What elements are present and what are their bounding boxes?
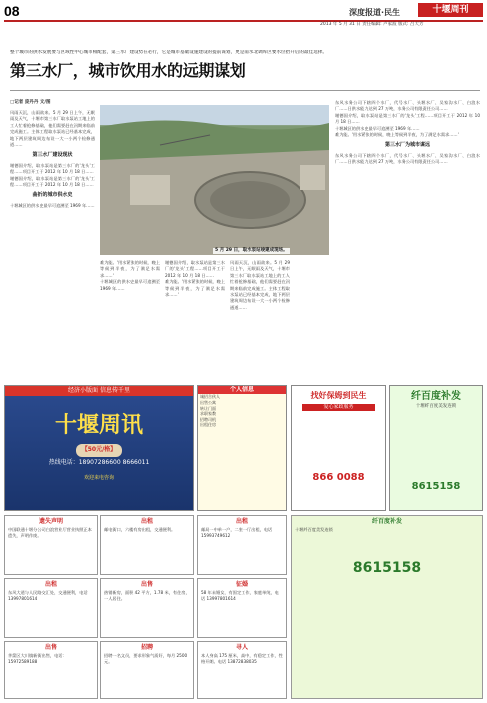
col-right-paragraph-4: 难为能。'用水紧张的时候，晚上等候到半夜，为了满足水需求……'	[335, 132, 459, 138]
classified-cell[interactable]	[100, 515, 194, 575]
classified-cell[interactable]	[4, 578, 98, 638]
cell-body: 本人身高 175 厘米，高中，有稳定工作，性格开朗。电话 13872838035	[201, 653, 283, 665]
col-right-paragraph-2: 谢德国介绍，取水泵站是第三水厂的'龙头'工程……项目开工于 2012 年 10 月 18 日……	[335, 112, 480, 125]
cell-body: 邮电街口，六楼有房出租，交通便利。	[104, 527, 176, 533]
classified-cell[interactable]	[197, 641, 287, 699]
section-name: 深度报道·民生	[349, 8, 401, 17]
column-right	[335, 100, 480, 380]
promo-box[interactable]	[291, 515, 483, 699]
cell-body: 招聘一名文员，要求形象气质好，每月 2500 元。	[104, 653, 188, 665]
col1-paragraph-1: 风雨天沉，山雨欲来。5 月 29 日上午，无眠雨及天气，十堰市第三水厂取水泵站工地上的工人忙着抢修基础，他们需要赶在汛期来临前完成施工。主体工程取水泵站已经基本完成，地下两层建筑周边布设一大一小两个检修通道……	[10, 110, 95, 148]
classified-cell[interactable]	[197, 578, 287, 638]
classified-cell[interactable]	[4, 641, 98, 699]
promo-body: 十堰纤百度美发连锁	[295, 527, 333, 533]
cell-title: 出售	[140, 581, 153, 588]
col-mid-3-paragraph: 风雨天沉，山雨欲来。5 月 29 日上午，无眠雨及天气，十堰市第三水厂取水泵站工地上的工人忙着抢修基础，他们需要赶在汛期来临前完成施工。主体工程取水泵站已经基本完成，地下两层建筑周边布设一大一小两个检修通道……	[230, 260, 290, 310]
byline: □记者 庞丹丹 文/图	[10, 100, 51, 105]
nanny-ad-phone: 866 0088	[312, 472, 365, 484]
col-right-paragraph-5: 东风水务公司下辖四个水厂，代号水厂、头堰水厂、吴家沟水厂、白浪水厂……日供水能力达到 27 万吨，水务公司有限责任公司……	[335, 152, 480, 165]
cell-title: 出租	[140, 518, 153, 525]
subhead-future: 第三水厂为城市谋远	[384, 142, 430, 149]
col-mid-1-paragraph-b: 十堰城区的供水史最早可追溯至 1969 年……	[100, 279, 160, 291]
col-mid-1-paragraph: 难为能。'用水紧张的时候，晚上等候到半夜，为了满足水需求……'	[100, 260, 160, 278]
photo-caption: 5 月 29 日，取水泵站竣建成现场。	[215, 248, 288, 253]
col1-paragraph-2b: 谢德国介绍，取水泵站是第三水厂的'龙头'工程……项目开工于 2012 年 10 月 18 日……	[10, 175, 95, 188]
cell-title: 寻人	[235, 644, 248, 651]
column-mid-1	[100, 260, 160, 380]
ads-section	[4, 385, 483, 701]
promo-title: 纤百度补发	[371, 518, 402, 525]
col-right-paragraph-1: 东风水务公司下辖四个水厂，代号水厂、头堰水厂、吴家沟水厂、白浪水厂……日供水能力达到 27 万吨，水务公司有限责任公司……	[335, 100, 480, 112]
cell-title: 征婚	[235, 581, 248, 588]
classified-cell[interactable]	[100, 641, 194, 699]
page-number: 08	[4, 3, 20, 19]
banner-title: 十堰周讯	[54, 412, 143, 439]
column-mid-2	[165, 260, 225, 380]
banner-top-line: 经济小版面 信息传千里	[5, 386, 193, 396]
classified-line: 招聘司机	[200, 416, 216, 422]
article-deck: 整个城市的供水发展要与区域性中心城市相配套，第三水厂建设势在必行，它是城市基础设施建设的提前谋划，更是南水北调库区要水位抬升后的最佳选择。	[10, 50, 327, 55]
construction-photo-illustration	[100, 105, 329, 255]
nanny-service-ad[interactable]	[291, 385, 386, 511]
classified-cell[interactable]	[4, 515, 98, 575]
hair-salon-ad[interactable]	[389, 385, 483, 511]
personal-info-ad[interactable]	[197, 385, 287, 511]
subhead-history: 曲折的城市供水史	[32, 192, 73, 199]
cell-body: 茅箭区大川镇新街出售，电话：15972589188	[8, 653, 67, 665]
column-mid-3	[230, 260, 290, 380]
banner-hint: 欢迎来电咨询	[83, 474, 114, 481]
cell-title: 出租	[235, 518, 248, 525]
classified-line: 诚招合伙人	[200, 394, 220, 400]
cell-title: 遗失声明	[38, 518, 63, 525]
weekly-news-banner[interactable]	[4, 385, 194, 511]
cell-body: 邮局一中单一户，二室一厅出租，电话 15993749612	[201, 527, 273, 539]
cell-body: 热销新房，面积 42 平方，1.78 米，有住房，一人居住。	[104, 590, 190, 602]
column-left	[10, 110, 95, 380]
classified-line: 出售公寓	[200, 399, 216, 405]
hair-ad-subtitle: 十堰纤百度美发连锁	[415, 404, 457, 409]
cell-body: 58 年未婚女，有固定工作，家庭单纯，电话 13997801614	[201, 590, 279, 602]
banner-phone: 热线电话：18907286600 8666011	[48, 458, 150, 466]
subhead-construction: 第三水厂建设现状	[32, 152, 73, 159]
col-mid-2-paragraph: 谢德国介绍，取水泵站是第三水厂的'龙头'工程……项目开工于 2012 年 10 月 18 日……	[165, 260, 225, 278]
classified-line: 转让门面	[200, 405, 216, 411]
classified-title: 个人信息	[198, 386, 286, 394]
article-headline: 第三水厂，城市饮用水的远期谋划	[10, 61, 246, 80]
hair-ad-title: 纤百度补发	[411, 391, 461, 402]
cell-body: 中国联通十堰分公司白浪营业厅营业执照正本遗失，声明作废。	[8, 527, 92, 539]
hair-ad-phone: 8615158	[411, 481, 461, 493]
nanny-ad-subtitle: 爱心家政服务	[302, 404, 375, 411]
col-right-paragraph-3: 十堰城区的供水史最早可追溯至 1969 年……	[335, 125, 420, 131]
cell-body: 东风大道与人民路交汇处，交通便利，电话 13997801614	[8, 590, 88, 602]
classified-cell[interactable]	[100, 578, 194, 638]
cell-title: 出租	[44, 581, 57, 588]
col1-paragraph-3: 十堰城区的供水史最早可追溯至 1969 年……	[10, 202, 95, 208]
banner-price: 【50元/格】	[76, 444, 123, 456]
classified-line: 求职家教	[200, 411, 216, 417]
dateline: 2013 年 5 月 31 日 责任编辑: 卢家波 版式: 吕天芳	[320, 22, 424, 27]
classified-line: 出租住房	[200, 422, 216, 428]
headline-rule	[10, 90, 480, 91]
cell-title: 招聘	[140, 644, 153, 651]
nanny-ad-title: 找好保姆到民生	[310, 391, 367, 400]
col1-paragraph-2: 谢德国介绍，取水泵站是第三水厂的'龙头'工程……项目开工于 2012 年 10 月 18 日……	[10, 162, 95, 175]
classified-cell[interactable]	[197, 515, 287, 575]
article-photo	[100, 105, 329, 255]
cell-title: 出售	[44, 644, 57, 651]
col-mid-2-paragraph-b: 难为能。'用水紧张的时候，晚上等候到半夜，为了满足水需求……'	[165, 279, 225, 298]
brand-title: 十堰周刊	[418, 3, 483, 17]
promo-phone: 8615158	[352, 560, 422, 577]
